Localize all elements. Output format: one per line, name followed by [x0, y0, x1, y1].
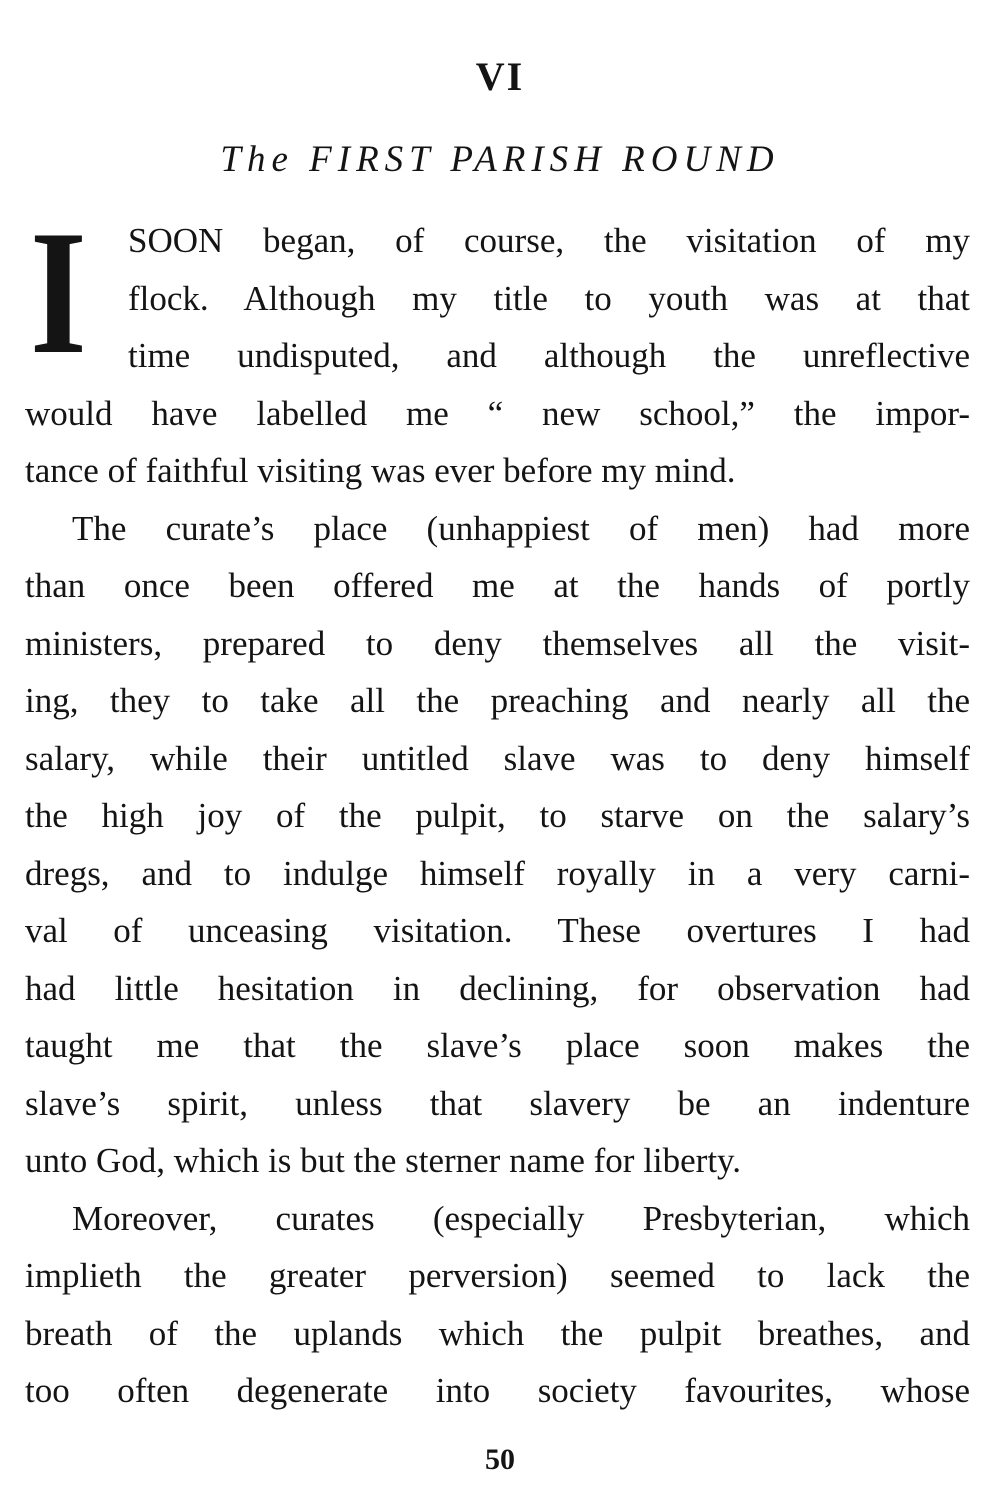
- text-line: had little hesitation in declining, for observation had: [25, 968, 970, 1008]
- page-number: 50: [485, 1443, 515, 1476]
- text-line: taught me that the slave’s place soon makes the: [25, 1026, 970, 1065]
- chapter-title: The FIRST PARISH ROUND: [220, 139, 780, 180]
- text-line: the high joy of the pulpit, to starve on the salary’s: [25, 796, 970, 835]
- text-line: would have labelled me “ new school,” the impor-: [25, 393, 970, 433]
- drop-cap: I: [30, 193, 87, 391]
- text-line: than once been offered me at the hands of portly: [25, 566, 970, 605]
- text-line: SOON began, of course, the visitation of my: [128, 221, 970, 260]
- text-line: flock. Although my title to youth was at that: [128, 278, 970, 318]
- text-line: breath of the uplands which the pulpit breathes, and: [25, 1313, 970, 1353]
- body-text: [25, 212, 970, 1420]
- text-line: implieth the greater perversion) seemed to lack the: [25, 1256, 970, 1295]
- text-line: time undisputed, and although the unreflective: [128, 336, 970, 375]
- text-line: ministers, prepared to deny themselves all the visit-: [25, 623, 970, 663]
- text-line: val of unceasing visitation. These overtures I had: [25, 911, 970, 950]
- text-line: salary, while their untitled slave was to deny himself: [25, 738, 970, 778]
- text-line: unto God, which is but the sterner name for liberty.: [25, 1141, 742, 1180]
- text-line: ing, they to take all the preaching and nearly all the: [25, 681, 970, 720]
- text-line: slave’s spirit, unless that slavery be an indenture: [25, 1083, 970, 1123]
- text-line: too often degenerate into society favourites, whose: [25, 1371, 970, 1410]
- chapter-number: VI: [475, 54, 525, 99]
- text-line: Moreover, curates (especially Presbyterian, which: [72, 1198, 970, 1238]
- text-line: dregs, and to indulge himself royally in a very carni-: [25, 853, 970, 893]
- text-line: tance of faithful visiting was ever before my mind.: [25, 451, 736, 490]
- text-line: The curate’s place (unhappiest of men) had more: [72, 508, 970, 548]
